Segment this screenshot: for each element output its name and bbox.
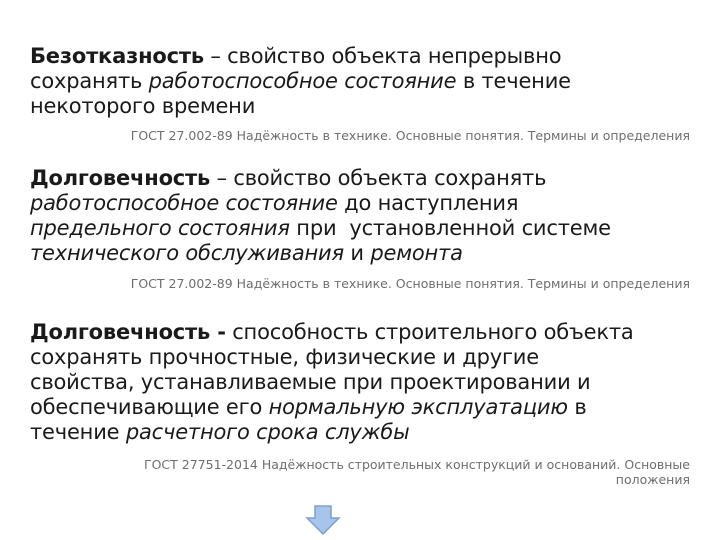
term: Безотказность [30,44,204,68]
term: Долговечность - [30,320,226,344]
term: Долговечность [30,166,211,190]
definition-line: течение расчетного срока службы [30,420,410,444]
definition-line: Долговечность – свойство объекта сохранять [30,166,547,190]
definition-line: Долговечность - способность строительного объекта [30,320,634,344]
source-citation: ГОСТ 27751-2014 Надёжность строительных конструкций и оснований. Основные положения [143,457,690,487]
definition-line: некоторого времени [30,94,256,118]
source-citation: ГОСТ 27.002-89 Надёжность в технике. Основные понятия. Термины и определения [130,128,690,143]
definition-line: технического обслуживания и ремонта [30,241,463,265]
definition-reliability [30,44,690,119]
definition-line: работоспособное состояние до наступления [30,191,519,215]
definition-durability-construction [30,320,690,445]
definition-line: Безотказность – свойство объекта непрерывно [30,44,562,68]
definition-line: предельного состояния при установленной системе [30,216,611,240]
definition-line: обеспечивающие его нормальную эксплуатацию в [30,395,587,419]
definition-durability [30,166,690,266]
source-citation: ГОСТ 27.002-89 Надёжность в технике. Основные понятия. Термины и определения [130,276,690,291]
arrow-down-icon[interactable] [305,505,341,535]
definition-line: сохранять работоспособное состояние в течение [30,69,571,93]
definition-line: свойства, устанавливаемые при проектировании и [30,370,591,394]
definition-line: сохранять прочностные, физические и другие [30,345,539,369]
